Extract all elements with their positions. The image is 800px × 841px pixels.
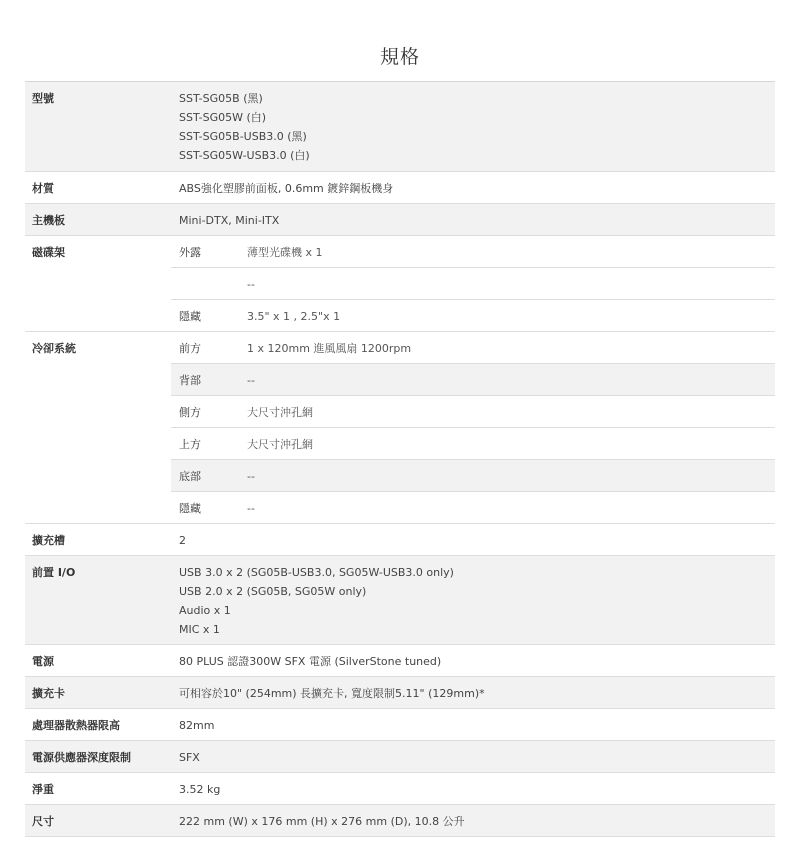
cooling-group xyxy=(171,332,775,523)
spec-value: 222 mm (W) x 176 mm (H) x 276 mm (D), 10.8 公升 xyxy=(179,815,465,828)
spec-label: 前置 I/O xyxy=(32,566,76,579)
sub-value: 3.5" x 1 , 2.5"x 1 xyxy=(247,310,341,323)
spec-label: 尺寸 xyxy=(32,815,54,828)
spec-row-material xyxy=(25,172,775,204)
spec-value: 82mm xyxy=(179,719,215,732)
spec-row-expansion-slots xyxy=(25,524,775,556)
spec-value: 80 PLUS 認證300W SFX 電源 (SilverStone tuned) xyxy=(179,655,442,668)
spec-label: 電源 xyxy=(32,655,54,668)
spec-row-drive-bay xyxy=(25,236,775,332)
sub-row xyxy=(171,332,775,364)
spec-value: Mini-DTX, Mini-ITX xyxy=(179,214,280,227)
sub-row xyxy=(171,428,775,460)
spec-table xyxy=(25,81,775,837)
spec-label: 型號 xyxy=(32,92,54,105)
spec-label: 淨重 xyxy=(32,783,54,796)
front-io-value-4: MIC x 1 xyxy=(179,623,220,636)
front-io-value-1: USB 3.0 x 2 (SG05B-USB3.0, SG05W-USB3.0 only) xyxy=(179,566,454,579)
sub-label xyxy=(171,268,247,299)
spec-value: 2 xyxy=(179,534,186,547)
spec-label: 冷卻系統 xyxy=(32,342,76,355)
sub-label: 隱藏 xyxy=(179,310,201,323)
sub-value: 薄型光碟機 x 1 xyxy=(247,246,323,259)
spec-row-power xyxy=(25,645,775,677)
spec-label: 擴充卡 xyxy=(32,687,65,700)
spec-row-expansion-card xyxy=(25,677,775,709)
page-title: 規格 xyxy=(379,46,420,68)
spec-value xyxy=(171,556,775,644)
sub-label: 前方 xyxy=(179,342,201,355)
spec-label: 擴充槽 xyxy=(32,534,65,547)
model-value-4: SST-SG05W-USB3.0 (白) xyxy=(179,149,310,162)
sub-row xyxy=(171,492,775,523)
spec-value: 可相容於10" (254mm) 長擴充卡, 寬度限制5.11" (129mm)* xyxy=(179,687,485,700)
front-io-value-2: USB 2.0 x 2 (SG05B, SG05W only) xyxy=(179,585,367,598)
sub-value: -- xyxy=(247,502,255,515)
sub-value: 大尺寸沖孔網 xyxy=(247,406,313,419)
model-value-1: SST-SG05B (黑) xyxy=(179,92,263,105)
spec-value xyxy=(171,82,775,171)
sub-label: 上方 xyxy=(179,438,201,451)
sub-row xyxy=(171,300,775,331)
sub-label: 背部 xyxy=(179,374,201,387)
model-value-3: SST-SG05B-USB3.0 (黑) xyxy=(179,130,307,143)
sub-value: -- xyxy=(247,278,255,291)
spec-row-front-io xyxy=(25,556,775,645)
front-io-value-3: Audio x 1 xyxy=(179,604,231,617)
model-value-2: SST-SG05W (白) xyxy=(179,111,267,124)
sub-value: 大尺寸沖孔網 xyxy=(247,438,313,451)
sub-label: 外露 xyxy=(179,246,201,259)
sub-row xyxy=(171,396,775,428)
spec-row-model xyxy=(25,82,775,172)
spec-label: 磁碟架 xyxy=(32,246,65,259)
spec-label: 主機板 xyxy=(32,214,65,227)
sub-label: 隱藏 xyxy=(179,502,201,515)
sub-value: -- xyxy=(247,374,255,387)
spec-label: 材質 xyxy=(32,182,54,195)
sub-row xyxy=(171,268,775,300)
spec-label: 處理器散熱器限高 xyxy=(32,719,120,732)
spec-row-weight xyxy=(25,773,775,805)
spec-value: 3.52 kg xyxy=(179,783,221,796)
sub-value: -- xyxy=(247,470,255,483)
spec-row-cpu-cooler xyxy=(25,709,775,741)
sub-row xyxy=(171,236,775,268)
spec-value: SFX xyxy=(179,751,200,764)
sub-label: 底部 xyxy=(179,470,201,483)
sub-label: 側方 xyxy=(179,406,201,419)
spec-row-cooling xyxy=(25,332,775,524)
spec-row-motherboard xyxy=(25,204,775,236)
spec-row-psu-depth xyxy=(25,741,775,773)
sub-row xyxy=(171,460,775,492)
sub-row xyxy=(171,364,775,396)
spec-value: ABS強化塑膠前面板, 0.6mm 鍍鋅鋼板機身 xyxy=(179,182,394,195)
sub-value: 1 x 120mm 進風風扇 1200rpm xyxy=(247,342,412,355)
spec-label: 電源供應器深度限制 xyxy=(32,751,131,764)
drive-bay-group xyxy=(171,236,775,331)
spec-row-dimensions xyxy=(25,805,775,837)
